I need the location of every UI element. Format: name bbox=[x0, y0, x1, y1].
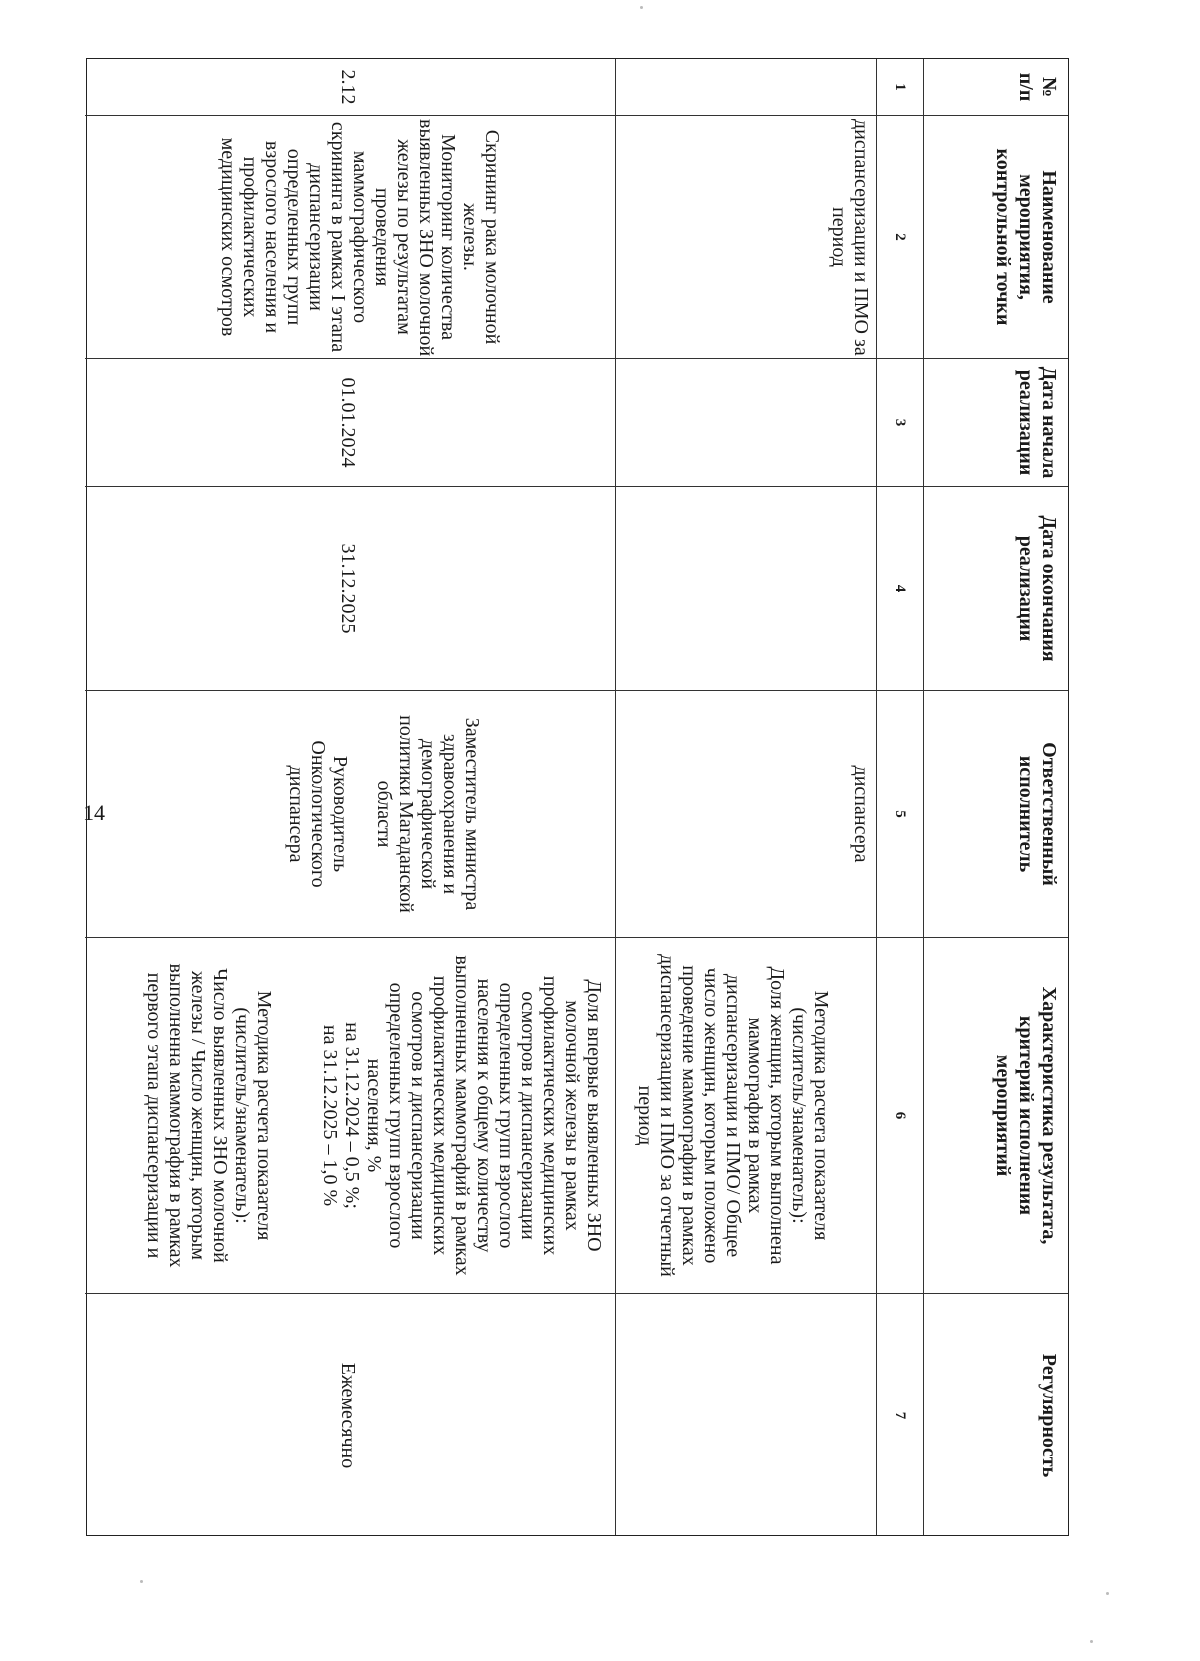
column-numbers-row bbox=[876, 59, 923, 1535]
text-line: Доля впервые выявленных ЗНО bbox=[583, 979, 605, 1252]
text-line: (числитель/знаменатель): bbox=[788, 1007, 810, 1224]
text-line: области bbox=[373, 780, 395, 848]
column-number: 4 bbox=[877, 487, 923, 691]
header-cell-responsible bbox=[924, 691, 1068, 938]
text-line: диспансеризации и ПМО за bbox=[850, 119, 872, 356]
header-cell-regularity bbox=[924, 1294, 1068, 1537]
table-row bbox=[85, 59, 615, 1535]
text-line: Число выявленных ЗНО молочной bbox=[209, 968, 231, 1263]
column-number: 1 bbox=[877, 59, 923, 116]
start-date-cell: 01.01.2024 bbox=[85, 359, 615, 487]
text-line: маммография в рамках bbox=[744, 1017, 766, 1214]
text-line: выполненна маммография в рамках bbox=[165, 963, 187, 1268]
text-line: осмотров и диспансеризации bbox=[517, 991, 539, 1240]
text-line: число женщин, которым положено bbox=[700, 967, 722, 1264]
text-line: железы по результатам bbox=[393, 139, 415, 335]
header-cell-start-date bbox=[924, 359, 1068, 487]
text-line: определенных групп bbox=[283, 148, 305, 326]
table-row bbox=[615, 59, 876, 1535]
column-number: 6 bbox=[877, 938, 923, 1294]
row-number-cell: 2.12 bbox=[85, 59, 615, 116]
text-line: политики Магаданской bbox=[395, 715, 417, 913]
text-line: на 31.12.2024 – 0,5 %; bbox=[341, 1022, 363, 1209]
scan-speck bbox=[1090, 1640, 1093, 1643]
text-line: профилактических bbox=[239, 156, 261, 318]
header-cell-end-date bbox=[924, 487, 1068, 691]
scan-speck bbox=[1106, 1592, 1109, 1595]
text-line: проведение маммографии в рамках bbox=[678, 965, 700, 1266]
header-cell-event-name bbox=[924, 116, 1068, 359]
event-name-cell bbox=[616, 116, 876, 359]
event-name-cell bbox=[85, 116, 615, 359]
header-cell-number bbox=[924, 59, 1068, 116]
text-line: Характеристика результата, bbox=[1038, 986, 1060, 1245]
text-line: первого этапа диспансеризации и bbox=[143, 972, 165, 1259]
text-line: п/п bbox=[1015, 72, 1037, 102]
column-number: 7 bbox=[892, 1411, 908, 1420]
text-line: определенных групп взрослого bbox=[385, 982, 407, 1249]
text-line: Методика расчета показателя bbox=[253, 990, 275, 1241]
text-line: (числитель/знаменатель): bbox=[231, 1007, 253, 1224]
text-line: Ответственный bbox=[1038, 742, 1060, 886]
text-line: период bbox=[634, 1085, 656, 1146]
text-line: Мониторинг количества bbox=[437, 133, 459, 340]
text-line: Регулярность bbox=[1038, 1353, 1060, 1478]
text-line: исполнитель bbox=[1015, 755, 1037, 873]
text-line: демографической bbox=[417, 738, 439, 890]
text-line: Дата начала bbox=[1038, 366, 1060, 479]
text-line: диспансеризации bbox=[305, 163, 327, 311]
text-line: Онкологического bbox=[307, 740, 329, 888]
responsible-cell bbox=[85, 691, 615, 938]
text-line: железы. bbox=[459, 203, 481, 271]
blank-line bbox=[297, 941, 319, 1290]
result-cell bbox=[616, 938, 876, 1294]
text-line: взрослого населения и bbox=[261, 140, 283, 334]
text-line: контрольной точки bbox=[992, 148, 1014, 326]
text-line: железы / Число женщин, которым bbox=[187, 971, 209, 1260]
column-number: 2 bbox=[877, 116, 923, 359]
text-line: выявленных ЗНО молочной bbox=[415, 119, 437, 357]
end-date-cell: 31.12.2025 bbox=[85, 487, 615, 691]
blank-line bbox=[275, 941, 297, 1290]
text-line: населения, % bbox=[363, 1058, 385, 1173]
text-line: период bbox=[828, 207, 850, 267]
text-line: Заместитель министра bbox=[461, 717, 483, 911]
text-line: диспансера bbox=[850, 765, 872, 863]
text-line: на 31.12.2025 – 1,0 % bbox=[319, 1024, 341, 1207]
text-line: профилактических медицинских bbox=[429, 975, 451, 1256]
text-line: критерий исполнения bbox=[1015, 1015, 1037, 1216]
text-line: медицинских осмотров bbox=[217, 137, 239, 337]
text-line: Наименование bbox=[1038, 170, 1060, 304]
events-table bbox=[86, 58, 1069, 1536]
text-line: Методика расчета показателя bbox=[810, 990, 832, 1241]
blank-line bbox=[351, 694, 373, 934]
end-date-cell bbox=[616, 487, 876, 691]
regularity-cell: Ежемесячно bbox=[337, 1362, 359, 1469]
text-line: диспансера bbox=[285, 765, 307, 863]
text-line: проведения bbox=[371, 187, 393, 287]
text-line: осмотров и диспансеризации bbox=[407, 991, 429, 1240]
page-number: 14 bbox=[83, 800, 105, 825]
text-line: скрининга в рамках I этапа bbox=[327, 121, 349, 353]
text-line: здравоохранения и bbox=[439, 733, 461, 895]
table-header-row bbox=[923, 59, 1068, 1535]
text-line: определенных групп взрослого bbox=[495, 982, 517, 1249]
text-line: молочной железы в рамках bbox=[561, 1000, 583, 1231]
text-line: выполненных маммографий в рамках bbox=[451, 955, 473, 1276]
text-line: диспансеризации и ПМО за отчетный bbox=[656, 954, 678, 1277]
column-number: 3 bbox=[877, 359, 923, 487]
text-line: Доля женщин, которым выполнена bbox=[766, 966, 788, 1265]
scan-speck bbox=[640, 6, 643, 9]
scan-speck bbox=[140, 1580, 143, 1583]
text-line: Руководитель bbox=[329, 755, 351, 873]
responsible-cell bbox=[616, 691, 876, 938]
text-line: реализации bbox=[1015, 369, 1037, 476]
text-line: Скрининг рака молочной bbox=[481, 129, 503, 345]
text-line: реализации bbox=[1015, 535, 1037, 642]
text-line: населения к общему количеству bbox=[473, 978, 495, 1253]
text-line: мероприятия, bbox=[1015, 174, 1037, 300]
text-line: мероприятий bbox=[992, 1054, 1014, 1177]
result-cell bbox=[85, 938, 615, 1294]
text-line: профилактических медицинских bbox=[539, 975, 561, 1256]
text-line: Дата окончания bbox=[1038, 515, 1060, 662]
regularity-cell bbox=[616, 1294, 876, 1537]
text-line: маммографического bbox=[349, 150, 371, 324]
text-line: № bbox=[1038, 76, 1060, 98]
start-date-cell bbox=[616, 359, 876, 487]
text-line: диспансеризации и ПМО/ Общее bbox=[722, 973, 744, 1258]
column-number: 5 bbox=[877, 691, 923, 938]
row-number-cell bbox=[616, 59, 876, 116]
header-cell-result bbox=[924, 938, 1068, 1294]
